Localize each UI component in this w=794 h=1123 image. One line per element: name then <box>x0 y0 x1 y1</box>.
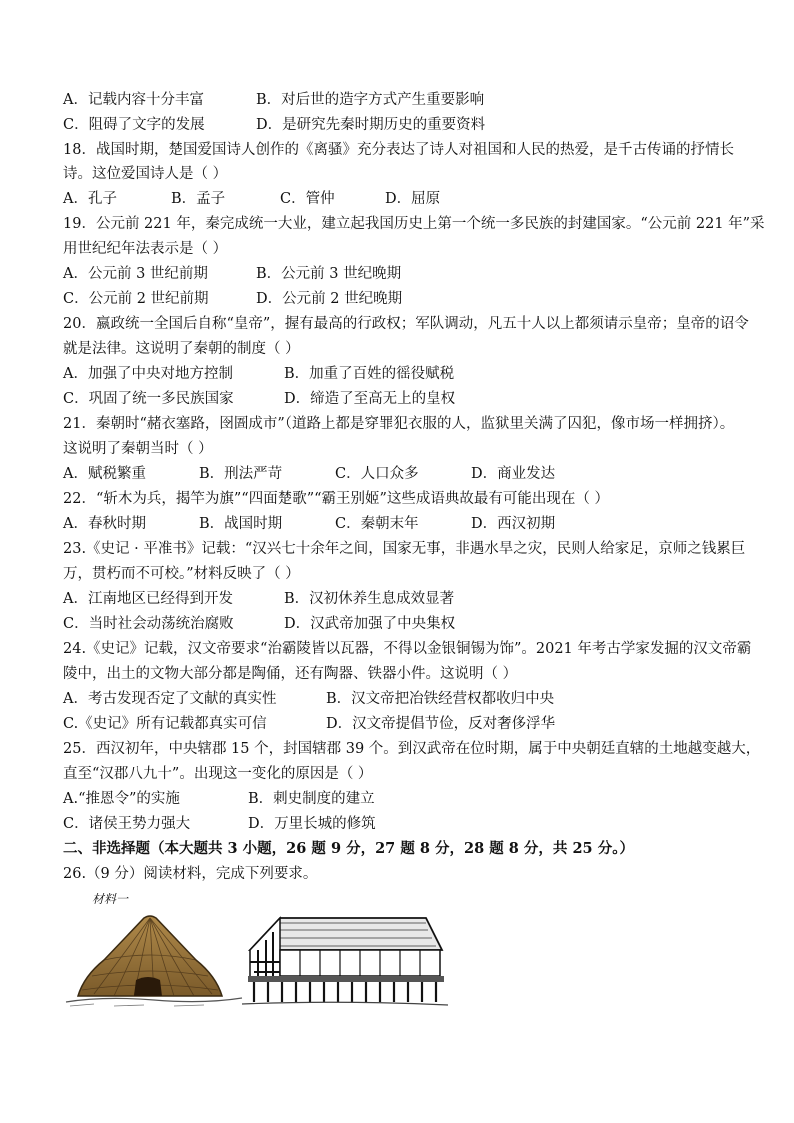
q18-stem-line2: 诗。这位爱国诗人是（ ） <box>63 166 228 182</box>
q25-option-d: D．万里长城的修筑 <box>248 816 376 832</box>
q18-stem-line1: 18．战国时期，楚国爱国诗人创作的《离骚》充分表达了诗人对祖国和人民的热爱，是千古传诵的抒情长 <box>63 142 734 158</box>
q21-option-b: B．刑法严苛 <box>199 466 283 482</box>
q24-option-d: D．汉文帝提倡节俭，反对奢侈浮华 <box>326 716 556 732</box>
q22-option-a: A．春秋时期 <box>63 516 146 532</box>
q18-option-b: B．孟子 <box>171 191 226 207</box>
q19-stem-line1: 19．公元前 221 年，秦完成统一大业，建立起我国历史上第一个统一多民族的封建国家。“公元前 221 年”采 <box>63 216 765 232</box>
q23-stem-line1: 23.《史记 · 平准书》记载：“汉兴七十余年之间，国家无事，非遇水旱之灾，民则人给家足，京师之钱累巨 <box>63 541 746 557</box>
q20-stem-line2: 就是法律。这说明了秦朝的制度（ ） <box>63 341 300 357</box>
q19-option-a: A．公元前 3 世纪前期 <box>63 266 208 282</box>
q26-stem-line1: 26.（9 分）阅读材料，完成下列要求。 <box>63 866 318 882</box>
q17-option-d: D．是研究先秦时期历史的重要资料 <box>256 117 486 133</box>
material-one-label: 材料一 <box>92 892 129 906</box>
q24-option-c: C.《史记》所有记载都真实可信 <box>63 716 267 732</box>
q19-option-b: B．公元前 3 世纪晚期 <box>256 266 402 282</box>
q23-option-b: B．汉初休养生息成效显著 <box>284 591 455 607</box>
q19-option-c: C．公元前 2 世纪前期 <box>63 291 209 307</box>
q19-stem-line2: 用世纪纪年法表示是（ ） <box>63 241 228 257</box>
q22-option-b: B．战国时期 <box>199 516 283 532</box>
q21-option-c: C．人口众多 <box>335 466 419 482</box>
q25-stem-line1: 25．西汉初年，中央辖郡 15 个，封国辖郡 39 个。到汉武帝在位时期，属于中央朝廷直辖的土地越变越大， <box>63 741 761 757</box>
stilt-house-illustration <box>240 910 450 1010</box>
q24-option-a: A．考古发现否定了文献的真实性 <box>63 691 277 707</box>
q18-option-a: A．孔子 <box>63 191 117 207</box>
q21-stem-line2: 这说明了秦朝当时（ ） <box>63 441 213 457</box>
thatched-hut-illustration <box>64 910 244 1010</box>
q23-option-d: D．汉武帝加强了中央集权 <box>284 616 456 632</box>
q22-option-c: C．秦朝末年 <box>335 516 419 532</box>
q23-option-a: A．江南地区已经得到开发 <box>63 591 233 607</box>
q24-option-b: B．汉文帝把冶铁经营权都收归中央 <box>326 691 555 707</box>
q20-option-b: B．加重了百姓的徭役赋税 <box>284 366 455 382</box>
q17-option-c: C．阻碍了文字的发展 <box>63 117 205 133</box>
q23-stem-line2: 万，贯朽而不可校。”材料反映了（ ） <box>63 566 300 582</box>
q24-stem-line1: 24.《史记》记载，汉文帝要求“治霸陵皆以瓦器，不得以金银铜锡为饰”。2021 年考古学家发掘的汉文帝霸 <box>63 641 752 657</box>
q21-option-d: D．商业发达 <box>471 466 556 482</box>
q21-stem-line1: 21．秦朝时“赭衣塞路，囹圄成市”（道路上都是穿罪犯衣服的人，监狱里关满了囚犯，像市场一样拥挤）。 <box>63 416 735 432</box>
q25-option-b: B．刺史制度的建立 <box>248 791 375 807</box>
q18-option-c: C．管仲 <box>280 191 335 207</box>
q18-option-d: D．屈原 <box>385 191 441 207</box>
q25-option-a: A.“推恩令”的实施 <box>63 791 180 807</box>
q20-option-c: C．巩固了统一多民族国家 <box>63 391 234 407</box>
q23-option-c: C．当时社会动荡统治腐败 <box>63 616 234 632</box>
q20-option-d: D．缔造了至高无上的皇权 <box>284 391 456 407</box>
q25-stem-line2: 直至“汉郡八九十”。出现这一变化的原因是（ ） <box>63 766 373 782</box>
q19-option-d: D．公元前 2 世纪晚期 <box>256 291 403 307</box>
q22-option-d: D．西汉初期 <box>471 516 556 532</box>
q20-stem-line1: 20．嬴政统一全国后自称“皇帝”，握有最高的行政权；军队调动，凡五十人以上都须请示皇帝；皇帝的诏令 <box>63 316 749 332</box>
q20-option-a: A．加强了中央对地方控制 <box>63 366 233 382</box>
q22-stem-line1: 22．“斩木为兵，揭竿为旗”“四面楚歌”“霸王别姬”这些成语典故最有可能出现在（ ） <box>63 491 610 507</box>
q25-option-c: C．诸侯王势力强大 <box>63 816 191 832</box>
q21-option-a: A．赋税繁重 <box>63 466 146 482</box>
section-2-heading: 二、非选择题（本大题共 3 小题，26 题 9 分，27 题 8 分，28 题 8 分，共 25 分。） <box>63 840 634 857</box>
q17-option-a: A．记载内容十分丰富 <box>63 92 204 108</box>
q24-stem-line2: 陵中，出土的文物大部分都是陶俑，还有陶器、铁器小件。这说明（ ） <box>63 666 518 682</box>
q17-option-b: B．对后世的造字方式产生重要影响 <box>256 92 485 108</box>
